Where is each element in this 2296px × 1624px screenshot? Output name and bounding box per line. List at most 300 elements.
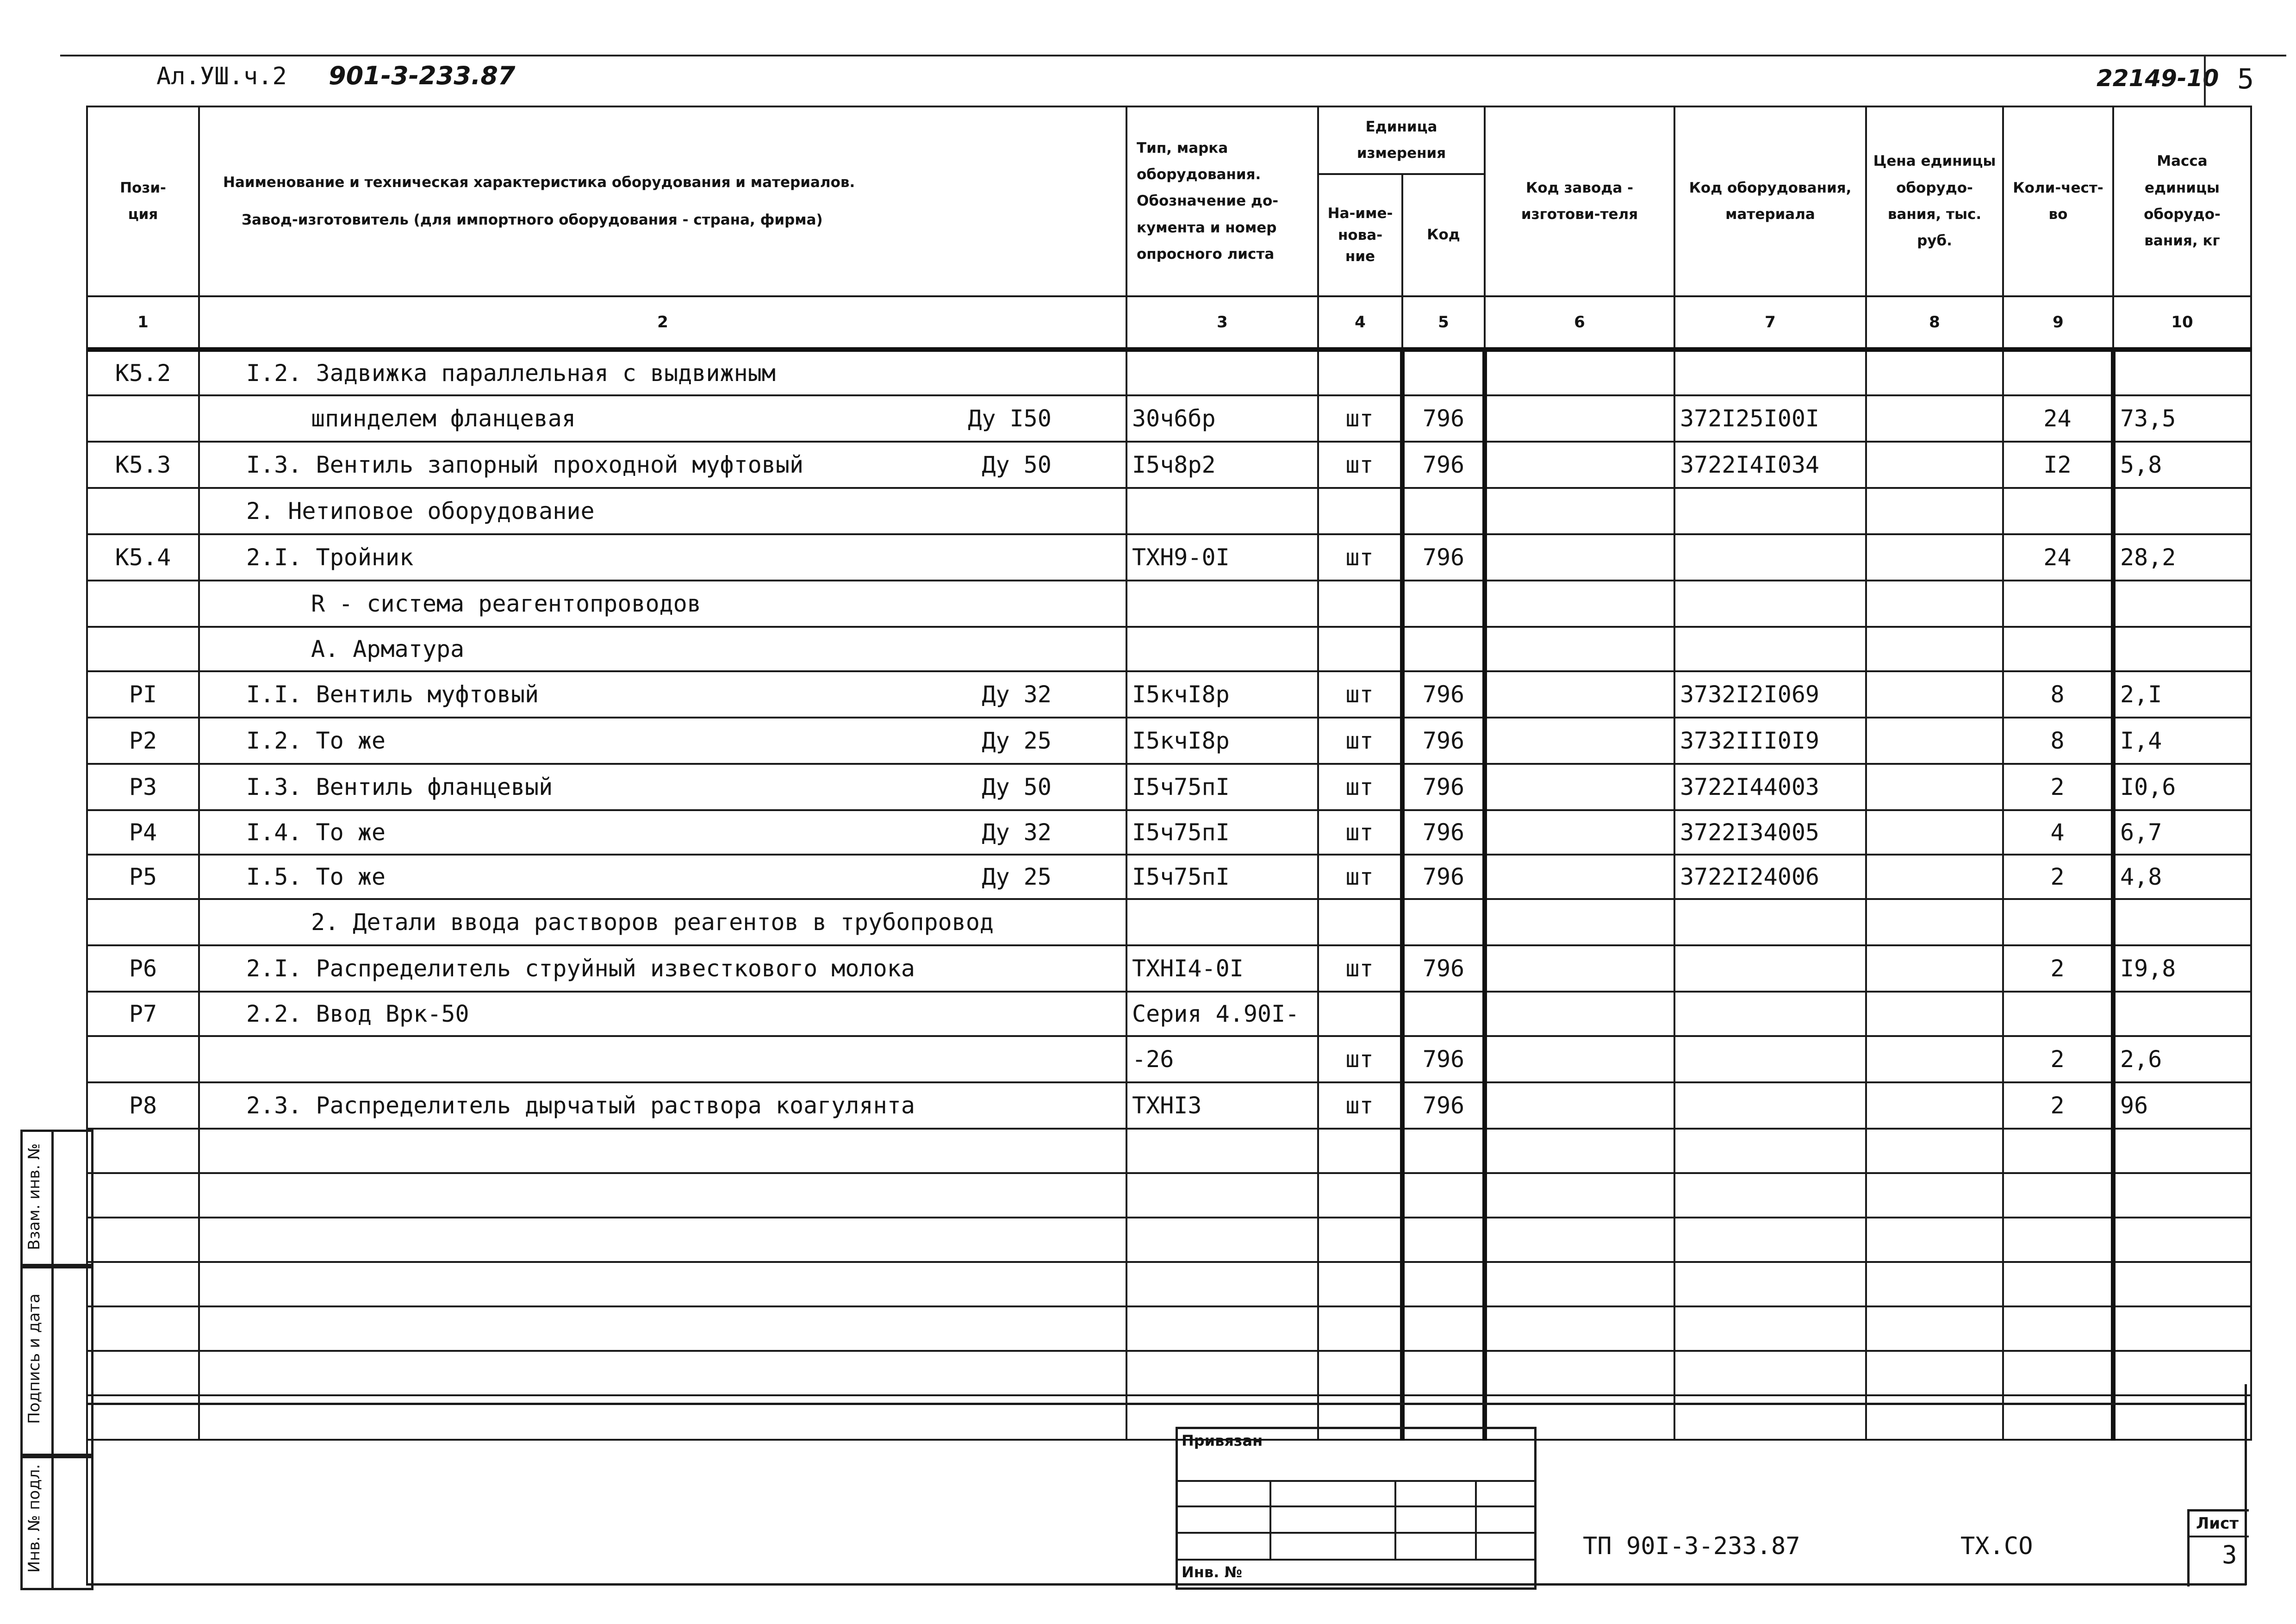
cell-unit-code: 796 — [1402, 945, 1485, 992]
table-row — [87, 945, 2251, 992]
cell-factory-code — [1485, 488, 1674, 534]
empty-cell — [2113, 1262, 2251, 1306]
cell-mass: 96 — [2113, 1082, 2251, 1129]
cell-du: Ду 25 — [982, 727, 1052, 754]
col-num-7: 7 — [1674, 296, 1866, 350]
empty-cell — [2113, 1173, 2251, 1218]
cell-position: К5.2 — [87, 350, 199, 395]
empty-cell — [1866, 1395, 2003, 1440]
cell-name-text: R - система реагентопроводов — [311, 590, 701, 617]
cell-unit: шт — [1318, 855, 1402, 899]
cell-type — [1126, 350, 1318, 395]
stamp-vzam-inv-label: Взам. инв. № — [25, 1143, 44, 1250]
col-num-1: 1 — [87, 296, 199, 350]
empty-cell — [1866, 1306, 2003, 1351]
empty-row — [87, 1306, 2251, 1351]
empty-cell — [199, 1262, 1126, 1306]
empty-row — [87, 1262, 2251, 1306]
empty-cell — [199, 1395, 1126, 1440]
cell-type: I5ч75пI — [1126, 764, 1318, 810]
cell-factory-code — [1485, 1082, 1674, 1129]
frame-bottom-line — [86, 1583, 2246, 1586]
cell-unit-code — [1402, 627, 1485, 671]
col-header-position: Пози- ция — [87, 106, 199, 296]
cell-price — [1866, 899, 2003, 945]
cell-equip-code — [1674, 534, 1866, 581]
inv-no-label: Инв. № — [1182, 1563, 1242, 1581]
table-row — [87, 855, 2251, 899]
cell-type: Серия 4.90I- — [1126, 992, 1318, 1036]
empty-cell — [1866, 1262, 2003, 1306]
table-bottom-line — [86, 1403, 2246, 1405]
cell-equip-code — [1674, 945, 1866, 992]
cell-name-text: I.2. Задвижка параллельная с выдвижным — [246, 360, 776, 387]
cell-type — [1126, 899, 1318, 945]
empty-cell — [1402, 1129, 1485, 1173]
cell-equip-code — [1674, 581, 1866, 627]
cell-position: PI — [87, 671, 199, 718]
empty-cell — [87, 1262, 199, 1306]
cell-equip-code — [1674, 1036, 1866, 1082]
empty-cell — [1866, 1129, 2003, 1173]
empty-cell — [1318, 1262, 1402, 1306]
cell-equip-code — [1674, 627, 1866, 671]
cell-unit — [1318, 581, 1402, 627]
empty-cell — [199, 1351, 1126, 1395]
cell-name — [199, 718, 1126, 764]
cell-equip-code: 3722I4I034 — [1674, 442, 1866, 488]
cell-factory-code — [1485, 992, 1674, 1036]
empty-cell — [1485, 1262, 1674, 1306]
empty-cell — [2113, 1351, 2251, 1395]
sheet-number: 3 — [2222, 1540, 2237, 1569]
cell-position: P8 — [87, 1082, 199, 1129]
cell-type: I5ч75пI — [1126, 855, 1318, 899]
cell-unit-code — [1402, 992, 1485, 1036]
cell-unit: шт — [1318, 718, 1402, 764]
cell-mass — [2113, 992, 2251, 1036]
empty-cell — [1674, 1218, 1866, 1262]
cell-unit: шт — [1318, 534, 1402, 581]
col-header-unit-code: Код — [1402, 174, 1485, 296]
empty-cell — [2003, 1173, 2113, 1218]
cell-factory-code — [1485, 671, 1674, 718]
cell-unit: шт — [1318, 810, 1402, 855]
doc-number: 22149-10 — [2097, 65, 2219, 92]
cell-type — [1126, 581, 1318, 627]
cell-equip-code — [1674, 350, 1866, 395]
cell-price — [1866, 764, 2003, 810]
empty-cell — [1402, 1351, 1485, 1395]
col-header-equip-code: Код оборудования, материала — [1674, 106, 1866, 296]
cell-mass: 6,7 — [2113, 810, 2251, 855]
empty-cell — [2003, 1395, 2113, 1440]
cell-du: Ду I50 — [968, 405, 1052, 432]
cell-price — [1866, 534, 2003, 581]
cell-type: -26 — [1126, 1036, 1318, 1082]
cell-qty: 24 — [2003, 534, 2113, 581]
cell-mass — [2113, 350, 2251, 395]
cell-name-text: I.3. Вентиль запорный проходной муфтовый — [246, 451, 804, 478]
col-header-type: Тип, марка оборудования. Обозначение до-кумента и номер опросного листа — [1126, 106, 1318, 296]
cell-unit-code: 796 — [1402, 764, 1485, 810]
cell-position: P2 — [87, 718, 199, 764]
table-row — [87, 1082, 2251, 1129]
empty-cell — [1866, 1218, 2003, 1262]
cell-mass: I,4 — [2113, 718, 2251, 764]
cell-position: P6 — [87, 945, 199, 992]
empty-cell — [2003, 1262, 2113, 1306]
col-num-4: 4 — [1318, 296, 1402, 350]
empty-cell — [2113, 1129, 2251, 1173]
cell-factory-code — [1485, 899, 1674, 945]
empty-cell — [1674, 1262, 1866, 1306]
cell-name — [199, 1082, 1126, 1129]
empty-cell — [1318, 1129, 1402, 1173]
cell-qty: 2 — [2003, 855, 2113, 899]
cell-unit-code: 796 — [1402, 855, 1485, 899]
cell-factory-code — [1485, 764, 1674, 810]
cell-name-text: I.2. То же — [246, 727, 386, 754]
cell-price — [1866, 488, 2003, 534]
table-row — [87, 627, 2251, 671]
cell-price — [1866, 1036, 2003, 1082]
empty-cell — [1126, 1262, 1318, 1306]
cell-name-text: 2. Детали ввода растворов реагентов в трубопровод — [311, 909, 994, 936]
cell-unit: шт — [1318, 764, 1402, 810]
cell-unit-code — [1402, 581, 1485, 627]
empty-cell — [1674, 1129, 1866, 1173]
cell-unit: шт — [1318, 442, 1402, 488]
empty-cell — [2003, 1306, 2113, 1351]
stamp-vzam-inv — [20, 1130, 93, 1268]
cell-factory-code — [1485, 1036, 1674, 1082]
cell-position: К5.3 — [87, 442, 199, 488]
cell-type: 30ч6бр — [1126, 395, 1318, 442]
cell-qty: 4 — [2003, 810, 2113, 855]
cell-name — [199, 671, 1126, 718]
cell-qty: I2 — [2003, 442, 2113, 488]
col-header-name: Наименование и техническая характеристика оборудования и материалов. Завод-изготовитель (для импортного оборудования - страна, фирма) — [199, 106, 1126, 296]
cell-name-text: 2.I. Тройник — [246, 544, 414, 571]
cell-unit-code: 796 — [1402, 534, 1485, 581]
cell-qty: 2 — [2003, 764, 2113, 810]
cell-mass: 73,5 — [2113, 395, 2251, 442]
cell-name-text: шпинделем фланцевая — [311, 405, 576, 432]
doc-code: ТП 90I-3-233.87 — [1583, 1532, 1800, 1560]
cell-price — [1866, 718, 2003, 764]
col-num-5: 5 — [1402, 296, 1485, 350]
empty-cell — [1674, 1351, 1866, 1395]
cell-price — [1866, 627, 2003, 671]
empty-cell — [1866, 1351, 2003, 1395]
cell-price — [1866, 1082, 2003, 1129]
cell-qty — [2003, 581, 2113, 627]
cell-qty: 8 — [2003, 671, 2113, 718]
cell-name — [199, 945, 1126, 992]
cell-name — [199, 581, 1126, 627]
col-header-price: Цена единицы оборудо-вания, тыс. руб. — [1866, 106, 2003, 296]
stamp-signature-date — [20, 1264, 93, 1458]
privyazan-label: Привязан — [1182, 1432, 1263, 1449]
cell-equip-code: 3732III0I9 — [1674, 718, 1866, 764]
table-row — [87, 899, 2251, 945]
col-num-10: 10 — [2113, 296, 2251, 350]
cell-qty — [2003, 899, 2113, 945]
top-frame-line — [60, 55, 2286, 56]
empty-cell — [1126, 1351, 1318, 1395]
cell-du: Ду 32 — [982, 819, 1052, 846]
cell-unit-code — [1402, 350, 1485, 395]
cell-unit-code: 796 — [1402, 718, 1485, 764]
col-header-mass: Масса единицы оборудо-вания, кг — [2113, 106, 2251, 296]
cell-name — [199, 534, 1126, 581]
cell-unit-code: 796 — [1402, 810, 1485, 855]
table-row — [87, 764, 2251, 810]
frame-left-line — [86, 106, 88, 1585]
cell-unit — [1318, 488, 1402, 534]
empty-row — [87, 1173, 2251, 1218]
cell-mass — [2113, 581, 2251, 627]
cell-position: P5 — [87, 855, 199, 899]
sheet-label: Лист — [2196, 1514, 2239, 1533]
cell-qty: 2 — [2003, 945, 2113, 992]
cell-unit-code: 796 — [1402, 1082, 1485, 1129]
cell-position: P7 — [87, 992, 199, 1036]
cell-unit-code: 796 — [1402, 442, 1485, 488]
cell-equip-code: 3722I24006 — [1674, 855, 1866, 899]
cell-qty: 8 — [2003, 718, 2113, 764]
cell-name-text: 2. Нетиповое оборудование — [246, 498, 595, 525]
cell-price — [1866, 671, 2003, 718]
cell-equip-code — [1674, 1082, 1866, 1129]
cell-equip-code: 3722I34005 — [1674, 810, 1866, 855]
cell-qty: 2 — [2003, 1082, 2113, 1129]
stamp-signature-date-label: Подпись и дата — [25, 1293, 44, 1424]
cell-factory-code — [1485, 442, 1674, 488]
cell-price — [1866, 945, 2003, 992]
cell-unit: шт — [1318, 945, 1402, 992]
page-number: 5 — [2237, 63, 2254, 95]
cell-name — [199, 627, 1126, 671]
cell-name-text: I.3. Вентиль фланцевый — [246, 774, 553, 800]
cell-name — [199, 350, 1126, 395]
cell-type: I5кчI8р — [1126, 718, 1318, 764]
cell-name — [199, 899, 1126, 945]
empty-cell — [1126, 1218, 1318, 1262]
empty-cell — [1402, 1173, 1485, 1218]
cell-mass: I9,8 — [2113, 945, 2251, 992]
empty-cell — [1126, 1173, 1318, 1218]
col-header-qty: Коли-чест-во — [2003, 106, 2113, 296]
section-code: ТХ.СО — [1960, 1532, 2033, 1560]
empty-cell — [1318, 1351, 1402, 1395]
empty-cell — [1485, 1129, 1674, 1173]
empty-cell — [87, 1306, 199, 1351]
cell-price — [1866, 855, 2003, 899]
table-row — [87, 534, 2251, 581]
empty-cell — [1674, 1306, 1866, 1351]
empty-cell — [87, 1173, 199, 1218]
stamp-inv-podl — [20, 1454, 93, 1590]
column-number-row — [87, 296, 2251, 350]
cell-type — [1126, 488, 1318, 534]
table-row — [87, 992, 2251, 1036]
cell-position — [87, 1036, 199, 1082]
cell-qty — [2003, 992, 2113, 1036]
empty-cell — [2113, 1218, 2251, 1262]
album-ref: Ал.УШ.ч.2 — [156, 62, 287, 90]
cell-name — [199, 764, 1126, 810]
cell-unit-code: 796 — [1402, 1036, 1485, 1082]
cell-mass — [2113, 627, 2251, 671]
cell-unit: шт — [1318, 395, 1402, 442]
empty-cell — [87, 1218, 199, 1262]
cell-price — [1866, 581, 2003, 627]
cell-equip-code: 372I25I00I — [1674, 395, 1866, 442]
table-row — [87, 671, 2251, 718]
empty-row — [87, 1129, 2251, 1173]
cell-position — [87, 488, 199, 534]
cell-price — [1866, 810, 2003, 855]
cell-du: Ду 50 — [982, 451, 1052, 478]
table-row — [87, 442, 2251, 488]
cell-equip-code — [1674, 488, 1866, 534]
cell-name — [199, 395, 1126, 442]
col-num-8: 8 — [1866, 296, 2003, 350]
empty-cell — [2003, 1129, 2113, 1173]
empty-cell — [1674, 1395, 1866, 1440]
cell-factory-code — [1485, 810, 1674, 855]
table-row — [87, 581, 2251, 627]
cell-equip-code: 3722I44003 — [1674, 764, 1866, 810]
cell-qty: 24 — [2003, 395, 2113, 442]
empty-row — [87, 1218, 2251, 1262]
empty-cell — [1318, 1218, 1402, 1262]
empty-cell — [1126, 1306, 1318, 1351]
empty-cell — [2003, 1218, 2113, 1262]
cell-price — [1866, 350, 2003, 395]
cell-equip-code: 3732I2I069 — [1674, 671, 1866, 718]
cell-type: ТХН9-0I — [1126, 534, 1318, 581]
col-num-6: 6 — [1485, 296, 1674, 350]
cell-factory-code — [1485, 350, 1674, 395]
cell-unit: шт — [1318, 1082, 1402, 1129]
cell-mass: 4,8 — [2113, 855, 2251, 899]
cell-unit-code — [1402, 488, 1485, 534]
col-header-unit-group: Единица измерения — [1318, 106, 1485, 174]
col-num-3: 3 — [1126, 296, 1318, 350]
cell-qty: 2 — [2003, 1036, 2113, 1082]
empty-cell — [1485, 1351, 1674, 1395]
cell-factory-code — [1485, 945, 1674, 992]
empty-cell — [1126, 1129, 1318, 1173]
col-num-9: 9 — [2003, 296, 2113, 350]
empty-cell — [87, 1129, 199, 1173]
cell-name — [199, 442, 1126, 488]
empty-cell — [1485, 1306, 1674, 1351]
cell-mass: I0,6 — [2113, 764, 2251, 810]
cell-equip-code — [1674, 899, 1866, 945]
cell-du: Ду 32 — [982, 681, 1052, 708]
cell-mass: 5,8 — [2113, 442, 2251, 488]
cell-price — [1866, 442, 2003, 488]
cell-name-text: 2.I. Распределитель струйный известкового молока — [246, 955, 915, 982]
cell-position — [87, 395, 199, 442]
cell-mass: 2,I — [2113, 671, 2251, 718]
cell-name — [199, 855, 1126, 899]
cell-factory-code — [1485, 395, 1674, 442]
cell-position — [87, 581, 199, 627]
cell-type: I5ч75пI — [1126, 810, 1318, 855]
empty-cell — [199, 1306, 1126, 1351]
cell-name-text: А. Арматура — [311, 636, 465, 662]
cell-mass — [2113, 899, 2251, 945]
cell-unit: шт — [1318, 671, 1402, 718]
cell-mass: 28,2 — [2113, 534, 2251, 581]
col-num-2: 2 — [199, 296, 1126, 350]
privyazan-stamp — [1176, 1427, 1537, 1590]
empty-row — [87, 1351, 2251, 1395]
cell-qty — [2003, 350, 2113, 395]
cell-name — [199, 810, 1126, 855]
sheet-box — [2187, 1509, 2249, 1587]
cell-name-text: I.I. Вентиль муфтовый — [246, 681, 539, 708]
equipment-table — [86, 106, 2252, 1441]
cell-unit — [1318, 627, 1402, 671]
empty-cell — [1318, 1173, 1402, 1218]
empty-cell — [1866, 1173, 2003, 1218]
empty-cell — [1402, 1306, 1485, 1351]
cell-name — [199, 488, 1126, 534]
table-row — [87, 395, 2251, 442]
empty-row — [87, 1395, 2251, 1440]
table-row — [87, 810, 2251, 855]
cell-du: Ду 50 — [982, 774, 1052, 800]
cell-factory-code — [1485, 718, 1674, 764]
cell-qty — [2003, 488, 2113, 534]
empty-cell — [1402, 1262, 1485, 1306]
cell-position — [87, 899, 199, 945]
page-number-box — [2204, 55, 2284, 106]
col-header-factory-code: Код завода - изготови-теля — [1485, 106, 1674, 296]
empty-cell — [2113, 1395, 2251, 1440]
cell-name-text: 2.2. Ввод Врк-50 — [246, 1000, 469, 1027]
empty-cell — [1318, 1306, 1402, 1351]
cell-factory-code — [1485, 534, 1674, 581]
empty-cell — [87, 1395, 199, 1440]
cell-position: P4 — [87, 810, 199, 855]
cell-factory-code — [1485, 581, 1674, 627]
table-row — [87, 718, 2251, 764]
empty-cell — [199, 1218, 1126, 1262]
cell-factory-code — [1485, 627, 1674, 671]
cell-unit-code: 796 — [1402, 395, 1485, 442]
empty-cell — [87, 1351, 199, 1395]
cell-name — [199, 1036, 1126, 1082]
cell-name — [199, 992, 1126, 1036]
cell-unit — [1318, 899, 1402, 945]
empty-cell — [2003, 1351, 2113, 1395]
cell-price — [1866, 992, 2003, 1036]
col-header-unit-name: На-име-нова-ние — [1318, 174, 1402, 296]
project-ref: 901-3-233.87 — [329, 61, 516, 90]
empty-cell — [1485, 1173, 1674, 1218]
cell-price — [1866, 395, 2003, 442]
cell-name-text: I.4. То же — [246, 819, 386, 846]
table-row — [87, 350, 2251, 395]
cell-qty — [2003, 627, 2113, 671]
